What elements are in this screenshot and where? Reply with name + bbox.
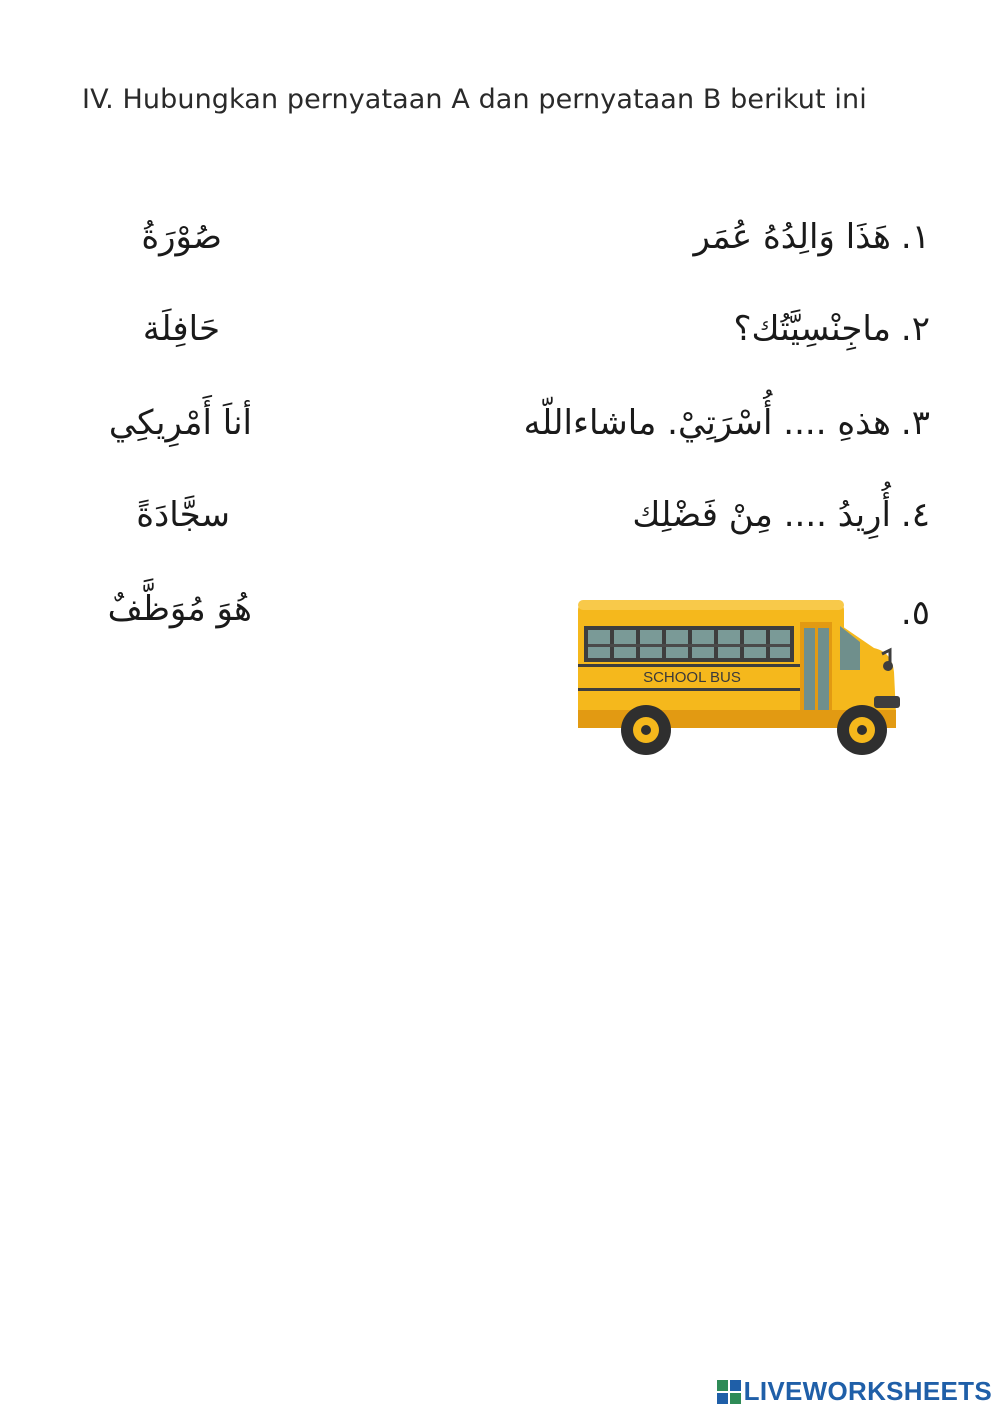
bus-roof: [578, 600, 844, 610]
statement-a-4: [632, 492, 930, 540]
statement-number: ٤.: [900, 495, 930, 535]
statement-b-1: صُوْرَةُ: [141, 217, 222, 257]
liveworksheets-brand[interactable]: [717, 1376, 992, 1407]
statement-text: هذهِ .... أُسْرَتِيْ. ماشاءاللّه: [523, 403, 891, 443]
statement-number: ٢.: [900, 309, 930, 349]
liveworksheets-logo-icon: [717, 1380, 741, 1404]
statement-a-1: [693, 214, 930, 262]
statement-b-5: هُوَ مُوَظَّفٌ: [107, 589, 252, 629]
statement-a-3: [524, 400, 930, 448]
statement-number: ٥.: [900, 593, 930, 633]
school-bus-image: [574, 592, 904, 762]
bus-bumper: [874, 696, 900, 708]
brand-name: LIVEWORKSHEETS: [743, 1376, 992, 1406]
statement-number: ٣.: [900, 403, 930, 443]
statement-b-3: أناَ أَمْرِيكِي: [108, 403, 252, 443]
statement-text: أُرِيدُ .... مِنْ فَضْلِك: [632, 495, 891, 535]
statement-text: هَذَا وَالِدُهُ عُمَر: [693, 217, 891, 257]
statement-number: ١.: [900, 217, 930, 257]
statement-b-2: حَافِلَة: [142, 309, 220, 349]
statement-a-2: [734, 306, 930, 354]
statement-b-4: سجَّادَةً: [136, 495, 230, 535]
bus-sign: SCHOOL BUS: [643, 669, 741, 686]
instruction-heading: IV. Hubungkan pernyataan A dan pernyataan B berikut ini: [82, 84, 867, 115]
statement-text: ماجِنْسِيَّتُك؟: [733, 309, 891, 349]
